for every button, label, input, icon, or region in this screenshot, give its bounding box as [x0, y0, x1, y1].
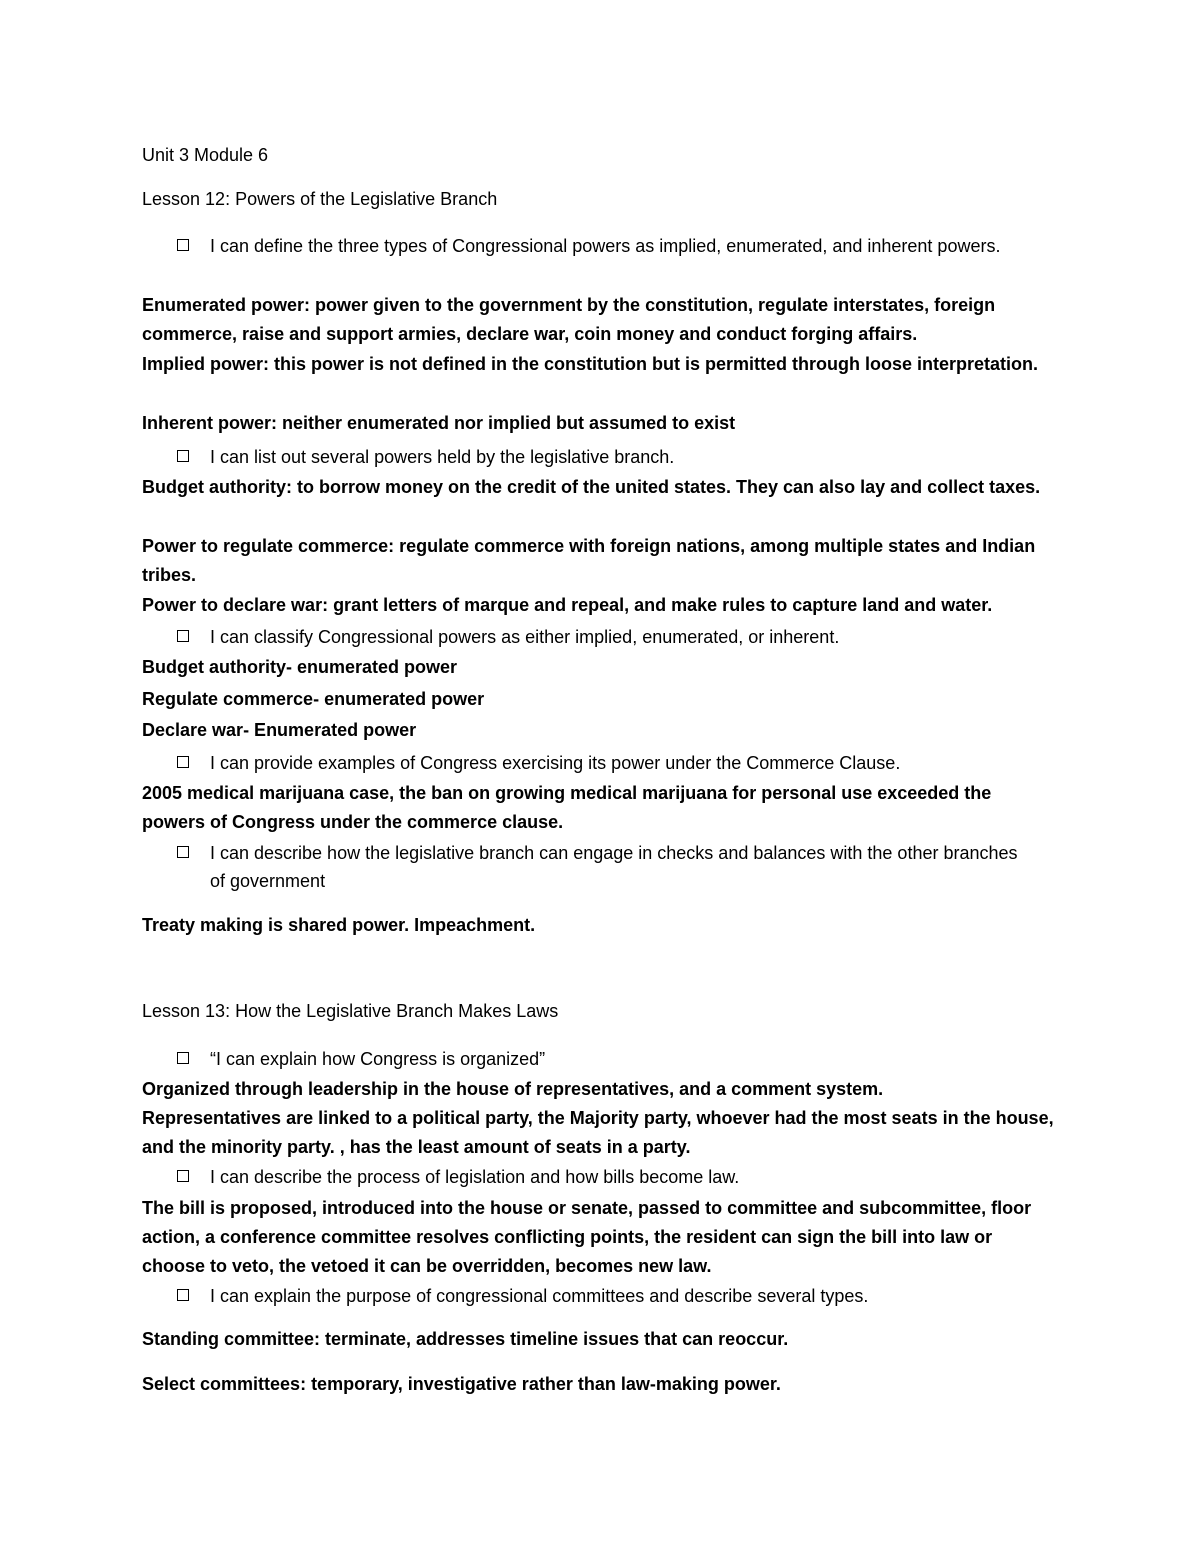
answer-text: Implied power: this power is not defined in the constitution but is permitted through loose interpretation.: [142, 354, 1039, 374]
lesson-12-title: Lesson 12: Powers of the Legislative Branch: [142, 189, 498, 209]
answer-text: Budget authority: to borrow money on the credit of the united states. They can also lay and collect taxes.: [142, 477, 1041, 497]
objective-text: I can classify Congressional powers as either implied, enumerated, or inherent.: [210, 627, 840, 647]
answer-text: Organized through leadership in the house of representatives, and a comment system.: [142, 1079, 884, 1099]
objective-text: I can explain the purpose of congressional committees and describe several types.: [210, 1286, 869, 1306]
answer-text: Power to regulate commerce: regulate commerce with foreign nations, among multiple states and Indian tribes.: [142, 536, 1036, 585]
answer-text: Budget authority- enumerated power: [142, 657, 458, 677]
answer-text: 2005 medical marijuana case, the ban on growing medical marijuana for personal use exceeded the powers of Congress under the commerce clause.: [142, 783, 992, 832]
checkbox[interactable]: [177, 1052, 189, 1064]
objective-text: “I can explain how Congress is organized”: [210, 1049, 546, 1069]
objective-item: [177, 443, 1037, 471]
objective-text: I can describe how the legislative branch can engage in checks and balances with the other branches of government: [210, 843, 1018, 891]
answer-text: Regulate commerce- enumerated power: [142, 689, 485, 709]
checkbox[interactable]: [177, 1170, 189, 1182]
objective-item: [177, 1045, 1037, 1073]
checkbox[interactable]: [177, 630, 189, 642]
checkbox[interactable]: [177, 450, 189, 462]
objective-text: I can define the three types of Congressional powers as implied, enumerated, and inherent powers.: [210, 236, 1001, 256]
answer-text: Treaty making is shared power. Impeachment.: [142, 915, 536, 935]
objective-item: [177, 839, 1037, 895]
answer-text: Representatives are linked to a political party, the Majority party, whoever had the most seats in the house, and the minority party. , has the least amount of seats in a party.: [142, 1108, 1054, 1157]
checkbox[interactable]: [177, 846, 189, 858]
objective-item: [177, 749, 1037, 777]
answer-text: Declare war- Enumerated power: [142, 720, 417, 740]
checkbox[interactable]: [177, 756, 189, 768]
objective-item: [177, 1163, 1037, 1191]
objective-text: I can list out several powers held by the legislative branch.: [210, 447, 675, 467]
objective-item: [177, 232, 1037, 260]
unit-title: Unit 3 Module 6: [142, 145, 269, 165]
objective-item: [177, 1282, 1037, 1310]
checkbox[interactable]: [177, 1289, 189, 1301]
answer-text: Enumerated power: power given to the government by the constitution, regulate interstates, foreign commerce, raise and support armies, declare war, coin money and conduct forging affairs.: [142, 295, 996, 344]
objective-text: I can describe the process of legislation and how bills become law.: [210, 1167, 740, 1187]
answer-text: Select committees: temporary, investigative rather than law-making power.: [142, 1374, 781, 1394]
answer-text: Power to declare war: grant letters of marque and repeal, and make rules to capture land and water.: [142, 595, 993, 615]
answer-text: The bill is proposed, introduced into the house or senate, passed to committee and subcommittee, floor action, a conference committee resolves conflicting points, the resident can sign the bill into law or choose to veto, the vetoed it can be overridden, becomes new law.: [142, 1198, 1032, 1276]
checkbox[interactable]: [177, 239, 189, 251]
objective-text: I can provide examples of Congress exercising its power under the Commerce Clause.: [210, 753, 901, 773]
objective-item: [177, 623, 1037, 651]
answer-text: Inherent power: neither enumerated nor implied but assumed to exist: [142, 413, 736, 433]
answer-text: Standing committee: terminate, addresses timeline issues that can reoccur.: [142, 1329, 789, 1349]
lesson-13-title: Lesson 13: How the Legislative Branch Makes Laws: [142, 1001, 559, 1021]
